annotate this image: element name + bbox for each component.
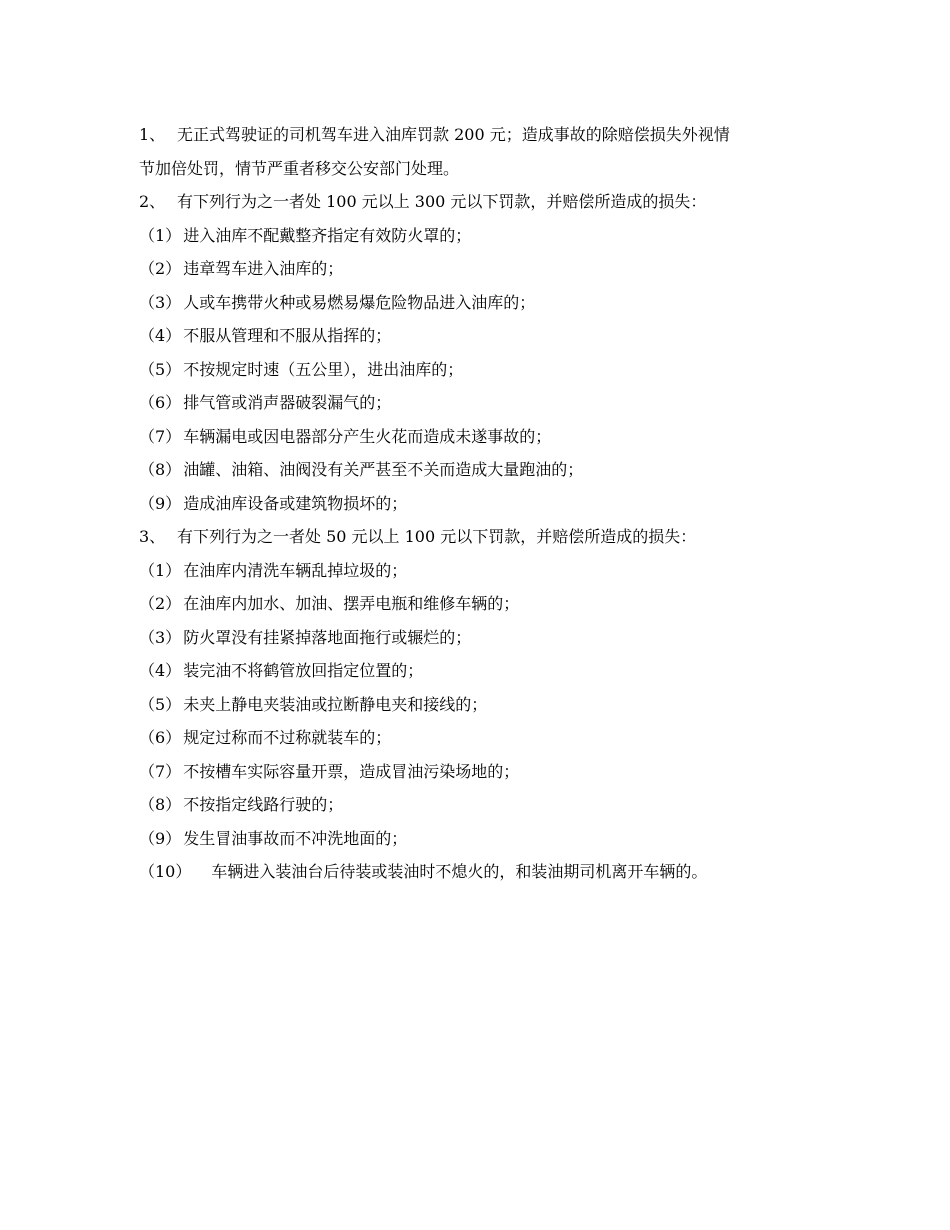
item-number: （3）	[139, 627, 182, 647]
section-text: 有下列行为之一者处 50 元以上 100 元以下罚款，并赔偿所造成的损失：	[177, 527, 697, 546]
item-number: （6）	[139, 393, 182, 412]
item-number: （5）	[139, 694, 182, 714]
document-body	[139, 118, 839, 889]
item-text: 违章驾车进入油库的；	[183, 259, 344, 278]
item-number: （1）	[139, 560, 182, 580]
item-text: 油罐、油箱、油阀没有关严甚至不关而造成大量跑油的；	[183, 460, 584, 479]
item-number: （9）	[139, 493, 182, 513]
list-item	[139, 487, 839, 521]
item-number: （3）	[139, 292, 182, 312]
list-item	[139, 554, 839, 588]
list-item	[139, 286, 839, 320]
section-number: 2、	[139, 192, 166, 211]
section-text: 无正式驾驶证的司机驾车进入油库罚款 200 元；造成事故的除赔偿损失外视情	[177, 125, 730, 144]
list-item	[139, 755, 839, 789]
item-number: （4）	[139, 661, 182, 680]
section-number: 3、	[139, 527, 166, 546]
item-number: （7）	[139, 761, 182, 781]
item-text: 规定过称而不过称就装车的；	[183, 728, 392, 747]
list-item	[139, 855, 839, 889]
item-text: 防火罩没有挂紧掉落地面拖行或辗烂的；	[183, 627, 472, 647]
item-text: 不按规定时速（五公里），进出油库的；	[183, 359, 464, 379]
list-item	[139, 654, 839, 688]
list-item	[139, 822, 839, 856]
item-text: 不按指定线路行驶的；	[183, 795, 344, 814]
list-item	[139, 319, 839, 353]
item-text: 在油库内清洗车辆乱掉垃圾的；	[183, 560, 408, 580]
item-text: 发生冒油事故而不冲洗地面的；	[183, 828, 408, 848]
section-text: 有下列行为之一者处 100 元以上 300 元以下罚款，并赔偿所造成的损失：	[177, 192, 707, 211]
item-number: （7）	[139, 426, 182, 446]
item-text: 装完油不将鹤管放回指定位置的；	[183, 661, 424, 680]
item-text: 在油库内加水、加油、摆弄电瓶和维修车辆的；	[183, 594, 520, 613]
item-text: 人或车携带火种或易燃易爆危险物品进入油库的；	[183, 292, 536, 312]
list-item	[139, 453, 839, 487]
item-number: （6）	[139, 728, 182, 747]
item-text: 排气管或消声器破裂漏气的；	[183, 393, 392, 412]
item-number: （8）	[139, 795, 182, 814]
section-1-line-2	[139, 152, 839, 186]
item-number: （9）	[139, 828, 182, 848]
item-number: （5）	[139, 359, 182, 379]
item-text: 不按槽车实际容量开票，造成冒油污染场地的；	[183, 761, 520, 781]
list-item	[139, 252, 839, 286]
list-item	[139, 353, 839, 387]
section-2-heading	[139, 185, 839, 219]
section-3-heading	[139, 520, 839, 554]
item-text: 车辆进入装油台后待装或装油时不熄火的，和装油期司机离开车辆的。	[211, 862, 708, 881]
list-item	[139, 788, 839, 822]
item-number: （2）	[139, 259, 182, 278]
list-item	[139, 621, 839, 655]
item-number: （10）	[139, 862, 192, 881]
section-1-line-1	[139, 118, 839, 152]
item-text: 不服从管理和不服从指挥的；	[183, 326, 392, 345]
list-item	[139, 219, 839, 253]
item-text: 造成油库设备或建筑物损坏的；	[183, 493, 408, 513]
list-item	[139, 386, 839, 420]
section-text-continued: 节加倍处罚，情节严重者移交公安部门处理。	[139, 158, 460, 178]
item-text: 车辆漏电或因电器部分产生火花而造成未遂事故的；	[183, 426, 552, 446]
item-number: （1）	[139, 225, 182, 245]
list-item	[139, 587, 839, 621]
section-number: 1、	[139, 125, 166, 144]
item-text: 进入油库不配戴整齐指定有效防火罩的；	[183, 225, 472, 245]
list-item	[139, 721, 839, 755]
item-number: （8）	[139, 460, 182, 479]
item-number: （2）	[139, 594, 182, 613]
item-text: 未夹上静电夹装油或拉断静电夹和接线的；	[183, 694, 488, 714]
list-item	[139, 688, 839, 722]
item-number: （4）	[139, 326, 182, 345]
list-item	[139, 420, 839, 454]
